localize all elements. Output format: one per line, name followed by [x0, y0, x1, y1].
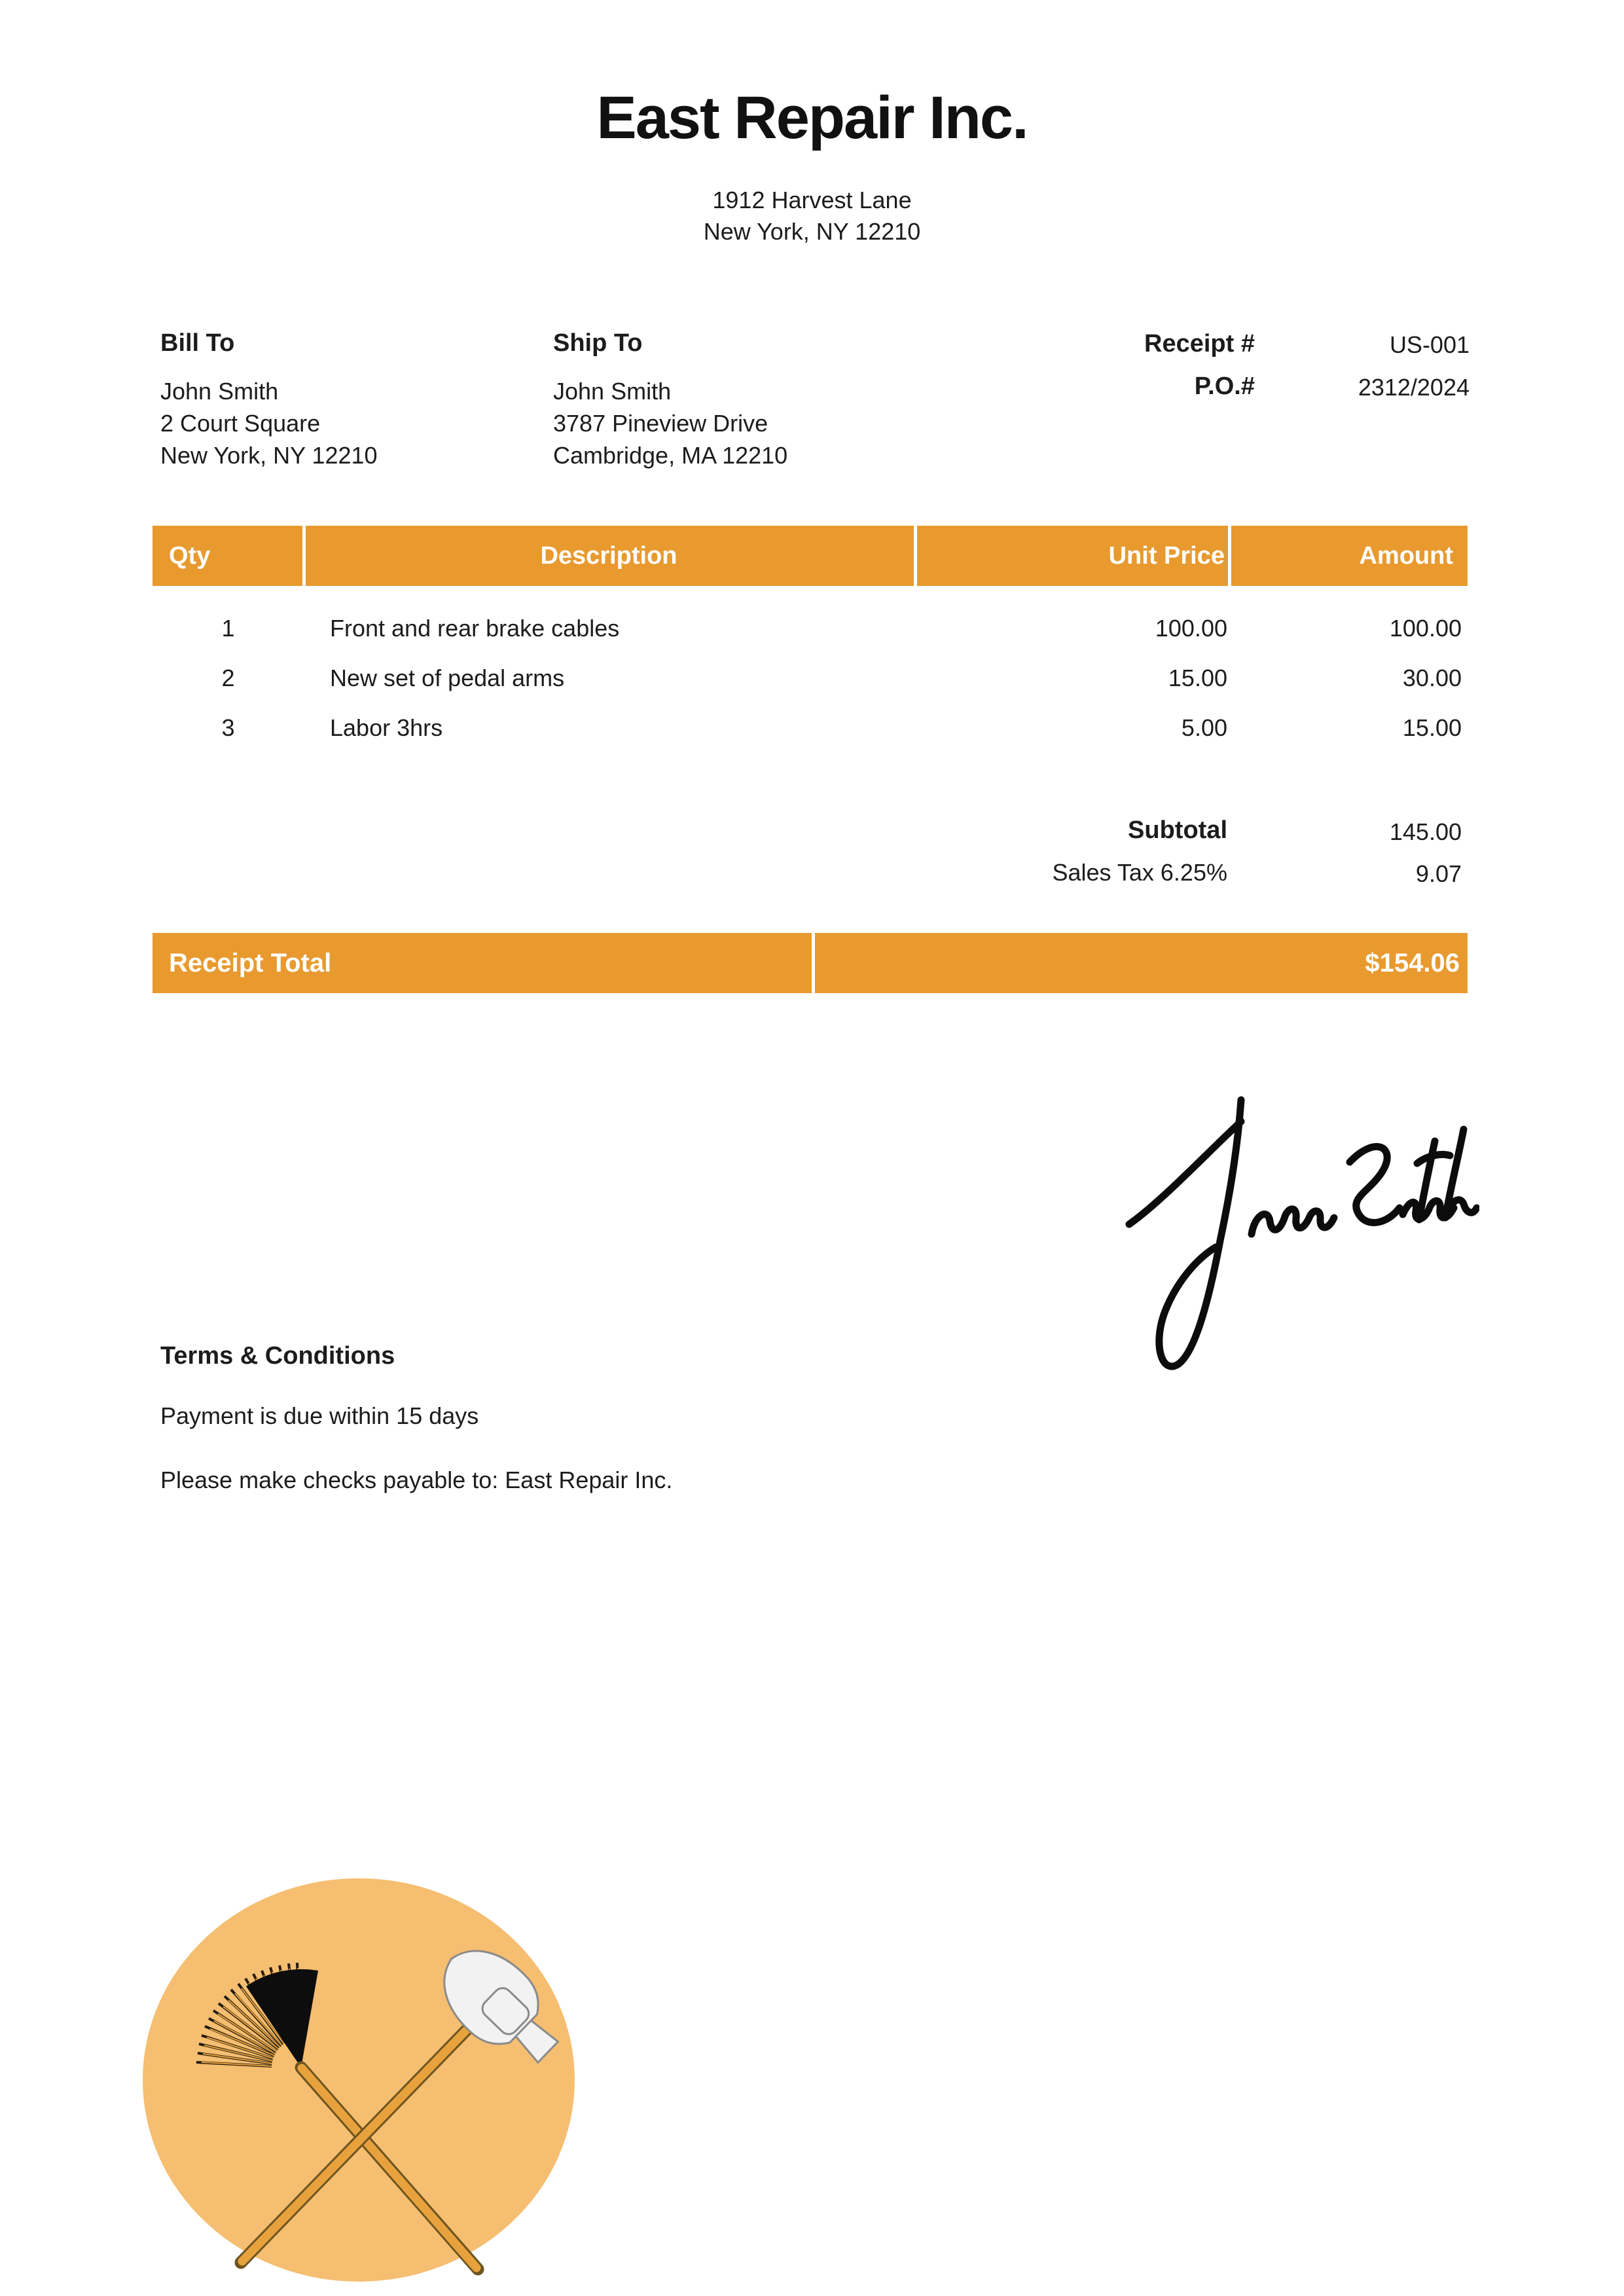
bill-to-address2: New York, NY 12210	[160, 442, 378, 469]
company-logo	[143, 1878, 575, 2282]
description-column-header: Description	[540, 541, 677, 570]
row-unit-price: 5.00	[1181, 714, 1227, 741]
receipt-total-value: $154.06	[1365, 948, 1460, 977]
qty-column-header: Qty	[169, 541, 211, 570]
company-address	[0, 185, 1624, 247]
bill-to-name: John Smith	[160, 378, 279, 405]
row-amount: 100.00	[1389, 615, 1462, 642]
logo-circle	[143, 1878, 575, 2282]
row-qty: 2	[221, 665, 235, 691]
ship-to-name: John Smith	[553, 378, 672, 405]
signature-strokes	[1129, 1100, 1477, 1366]
receipt-total-bar	[153, 933, 1468, 993]
subtotal-value: 145.00	[1389, 818, 1462, 845]
row-qty: 3	[221, 714, 235, 741]
row-description: New set of pedal arms	[330, 665, 565, 691]
terms-line-2: Please make checks payable to: East Repair Inc.	[160, 1467, 673, 1493]
receipt-total-label: Receipt Total	[169, 948, 332, 977]
column-divider	[914, 526, 917, 586]
bill-to-address	[160, 375, 378, 471]
subtotal-label: Subtotal	[1128, 816, 1227, 844]
row-description: Labor 3hrs	[330, 714, 443, 741]
items-table-header	[153, 526, 1468, 586]
terms-line-1: Payment is due within 15 days	[160, 1402, 479, 1429]
receipt-number-value: US-001	[1389, 331, 1470, 358]
unit-price-column-header: Unit Price	[1108, 541, 1225, 570]
row-unit-price: 100.00	[1155, 615, 1227, 642]
ship-to-address	[553, 375, 787, 471]
bill-to-label: Bill To	[160, 329, 235, 357]
row-description: Front and rear brake cables	[330, 615, 620, 642]
po-number-value: 2312/2024	[1358, 374, 1470, 401]
sales-tax-value: 9.07	[1415, 860, 1462, 887]
ship-to-address2: Cambridge, MA 12210	[553, 442, 788, 469]
company-address-line2: New York, NY 12210	[703, 218, 921, 245]
row-amount: 15.00	[1402, 714, 1462, 741]
receipt-number-label: Receipt #	[1144, 329, 1255, 357]
row-qty: 1	[221, 615, 235, 642]
ship-to-address1: 3787 Pineview Drive	[553, 410, 768, 437]
column-divider	[1228, 526, 1231, 586]
bill-to-address1: 2 Court Square	[160, 410, 321, 437]
terms-title: Terms & Conditions	[160, 1342, 395, 1370]
po-number-label: P.O.#	[1194, 372, 1255, 400]
row-unit-price: 15.00	[1168, 665, 1227, 691]
column-divider	[812, 933, 815, 993]
company-name: East Repair Inc.	[596, 84, 1028, 151]
company-address-line1: 1912 Harvest Lane	[712, 187, 912, 213]
sales-tax-label: Sales Tax 6.25%	[1052, 859, 1227, 886]
row-amount: 30.00	[1402, 665, 1462, 691]
ship-to-label: Ship To	[553, 329, 643, 357]
amount-column-header: Amount	[1359, 541, 1453, 570]
signature-image	[1113, 1084, 1479, 1381]
